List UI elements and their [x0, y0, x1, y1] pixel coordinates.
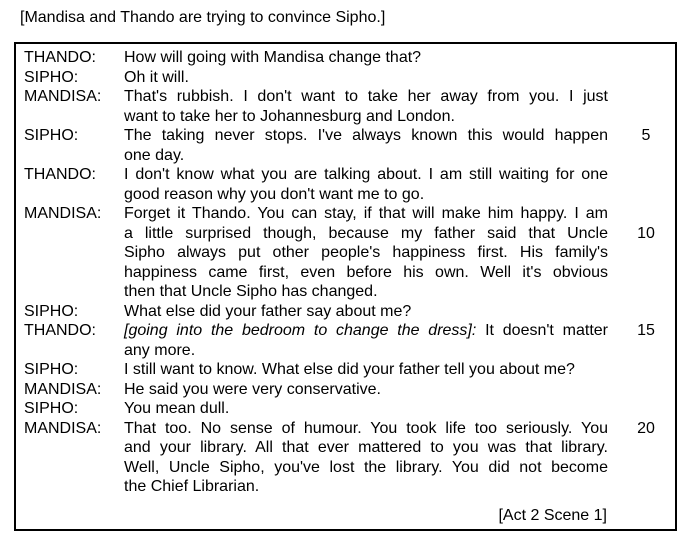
dialogue-text: happiness came first, even before his own. Well it's obvious — [124, 263, 608, 281]
speaker-name: SIPHO: — [24, 302, 79, 320]
line-number: 15 — [637, 322, 655, 339]
extract-box — [14, 42, 677, 531]
speaker-name: THANDO: — [24, 49, 96, 66]
dialogue-text: How will going with Mandisa change that? — [124, 49, 422, 66]
dialogue-text: That too. No sense of humour. You took life too seriously. You — [124, 419, 608, 437]
speaker-name: SIPHO: — [24, 400, 79, 417]
scene-reference: [Act 2 Scene 1] — [498, 506, 607, 524]
dialogue-text: a little surprised though, because my father said that Uncle — [124, 224, 608, 242]
dialogue-text: any more. — [124, 341, 196, 359]
dialogue-text: the Chief Librarian. — [124, 478, 260, 495]
speaker-name: SIPHO: — [24, 127, 79, 144]
speaker-name: MANDISA: — [24, 205, 102, 222]
intro-stage-direction: [Mandisa and Thando are trying to convince Sipho.] — [20, 9, 386, 26]
line-number: 5 — [641, 127, 651, 144]
speaker-name: MANDISA: — [24, 88, 102, 105]
line-number: 20 — [637, 419, 655, 437]
stage-direction: [going into the bedroom to change the dress]: — [124, 322, 477, 339]
dialogue-text: and your library. All that ever mattered to you was that library. — [124, 439, 608, 456]
dialogue-text: Sipho always put other people's happiness first. His family's — [124, 244, 608, 261]
dialogue-text: I don't know what you are talking about. I am still waiting for one — [124, 166, 608, 183]
dialogue-text-after-direction: It doesn't matter — [476, 322, 608, 339]
dialogue-text: Well, Uncle Sipho, you've lost the library. You did not become — [124, 458, 608, 476]
dialogue-text — [124, 321, 608, 341]
dialogue-text: I still want to know. What else did your father tell you about me? — [124, 361, 575, 378]
dialogue-text: Oh it will. — [124, 68, 189, 86]
dialogue-text: one day. — [124, 146, 185, 164]
line-number: 10 — [637, 224, 655, 242]
dialogue-text: The taking never stops. I've always known this would happen — [124, 127, 608, 144]
speaker-name: THANDO: — [24, 166, 96, 183]
dialogue-text: then that Uncle Sipho has changed. — [124, 283, 378, 300]
dialogue-text: want to take her to Johannesburg and London. — [124, 107, 455, 125]
dialogue-text: What else did your father say about me? — [124, 302, 412, 320]
speaker-name: MANDISA: — [24, 419, 102, 437]
dialogue-text: You mean dull. — [124, 400, 230, 417]
dialogue-text: That's rubbish. I don't want to take her away from you. I just — [124, 88, 608, 105]
speaker-name: THANDO: — [24, 322, 96, 339]
speaker-name: SIPHO: — [24, 68, 79, 86]
speaker-name: MANDISA: — [24, 380, 102, 398]
dialogue-text: Forget it Thando. You can stay, if that will make him happy. I am — [124, 205, 608, 222]
speaker-name: SIPHO: — [24, 361, 79, 378]
dialogue-text: He said you were very conservative. — [124, 380, 381, 398]
dialogue-text: good reason why you don't want me to go. — [124, 185, 425, 203]
